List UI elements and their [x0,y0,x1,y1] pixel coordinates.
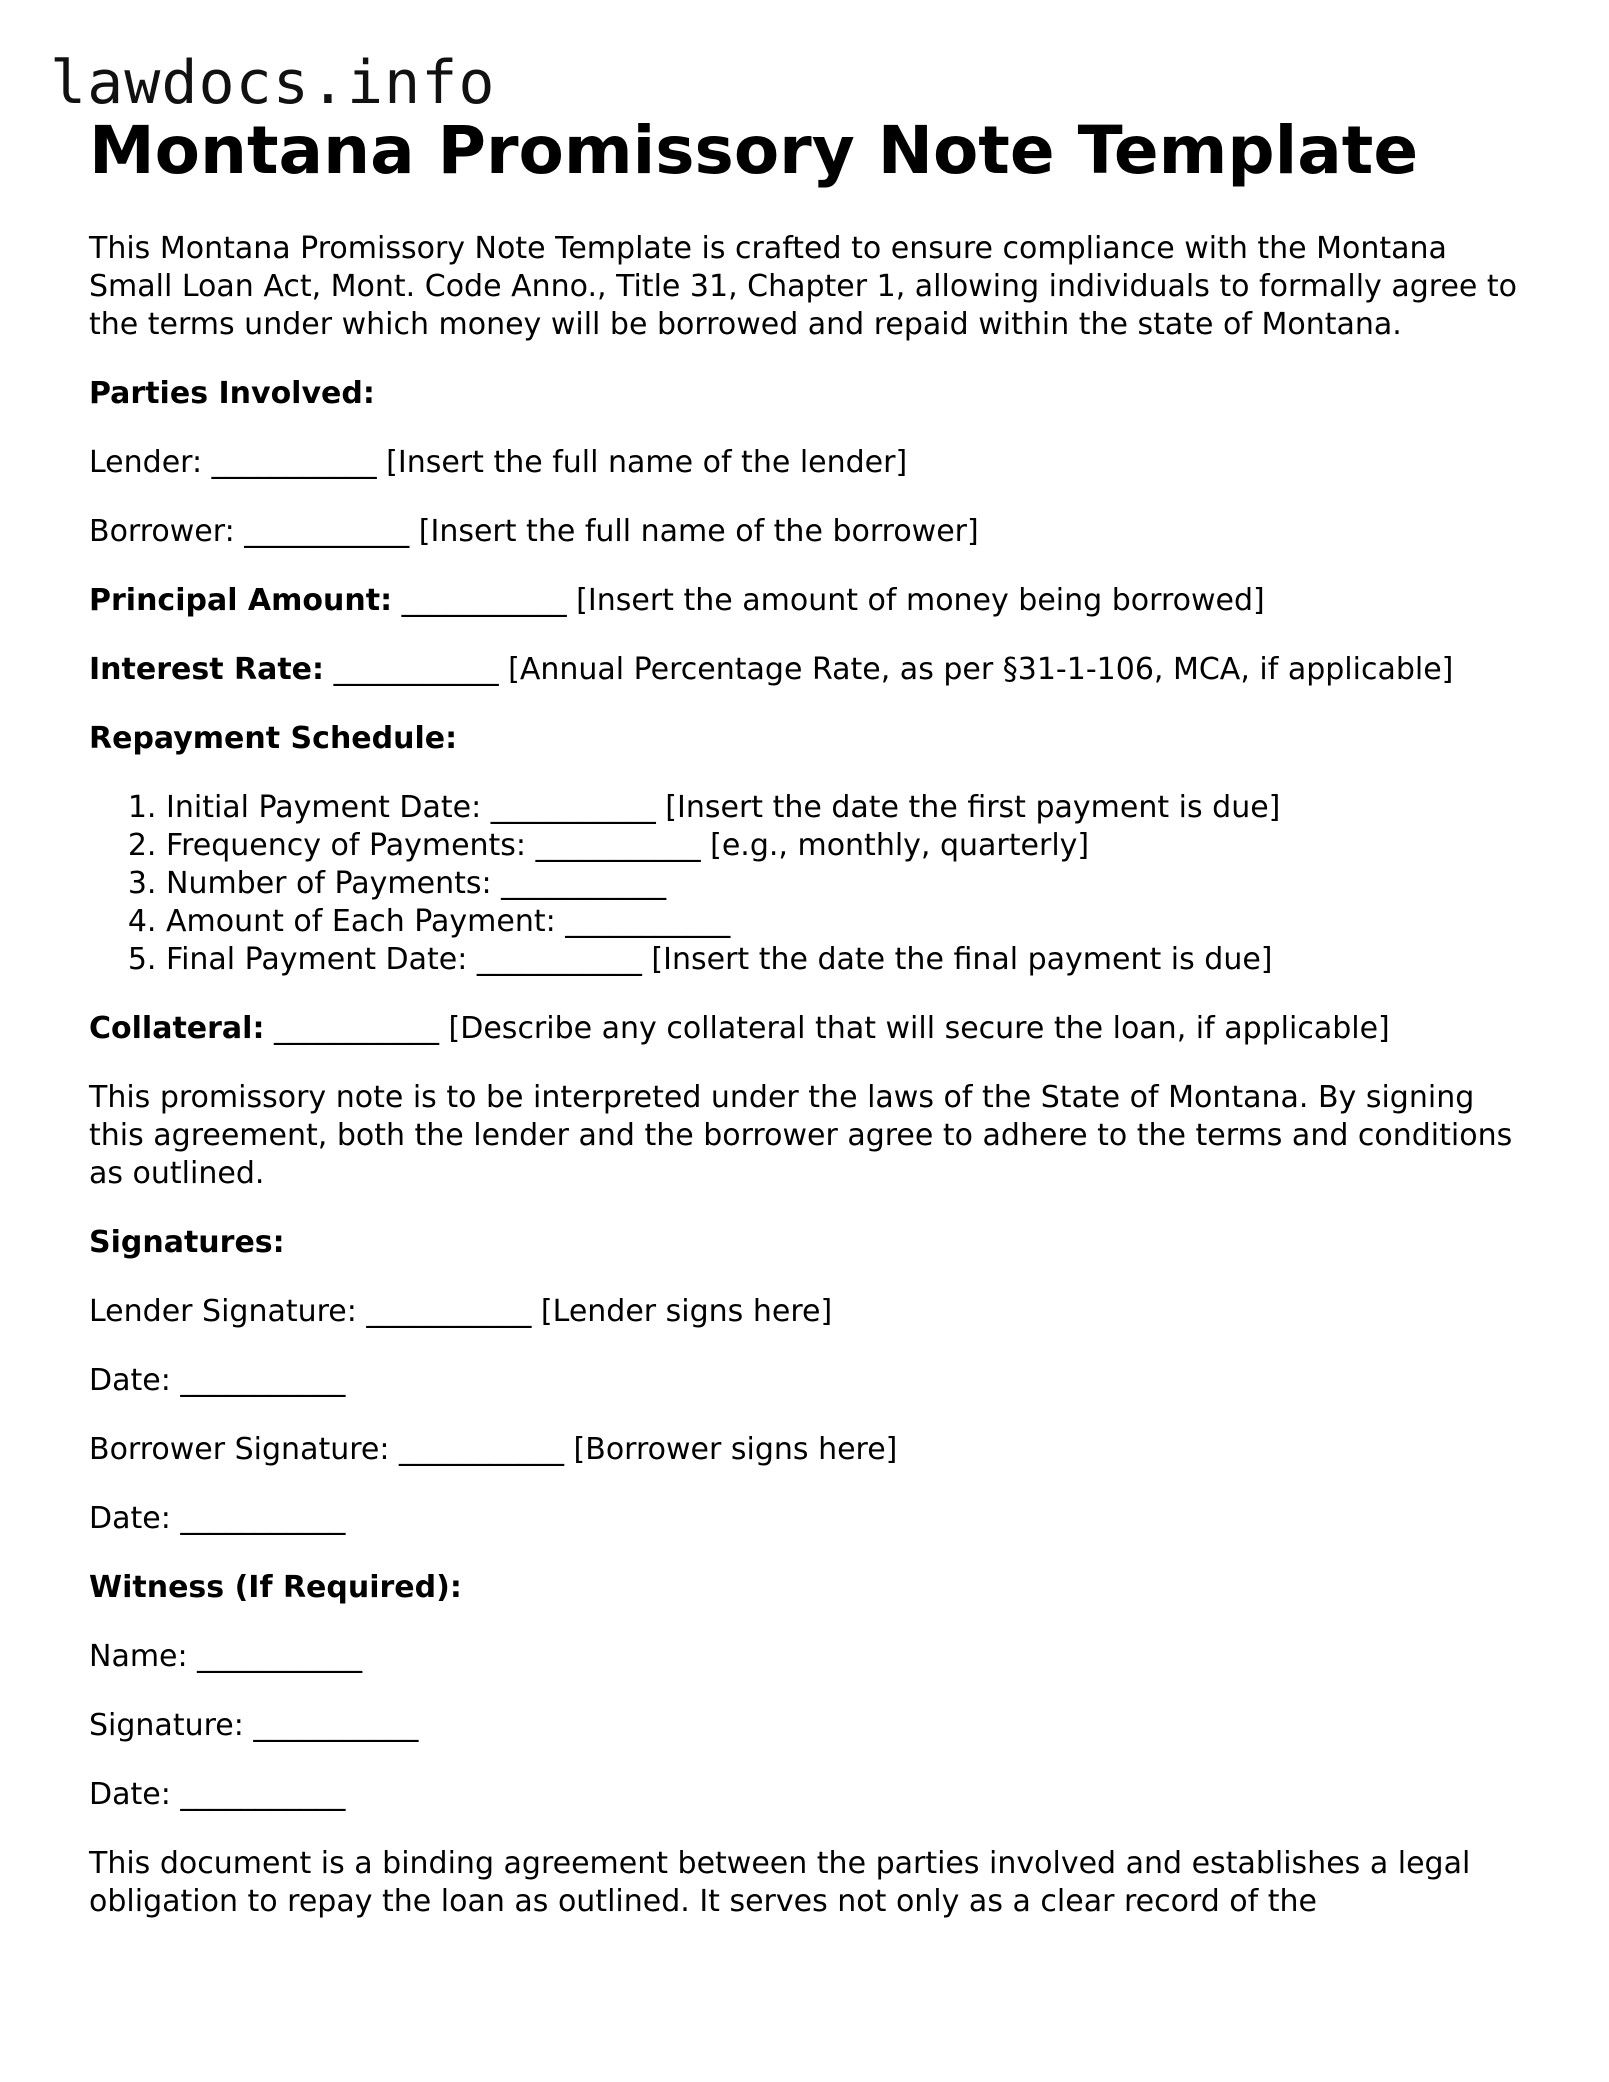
witness-name-line: Name: ___________ [89,1639,363,1674]
collateral-blank: ___________ [274,1011,439,1046]
principal-blank: ___________ [401,583,567,618]
repayment-item-frequency: 2. Frequency of Payments: ___________ [e.g., monthly, quarterly] [166,827,1529,865]
lender-signature-line: Lender Signature: ___________ [Lender signs here] [89,1294,833,1329]
principal-line [89,582,1529,620]
document-page [89,112,1529,1921]
repayment-heading: Repayment Schedule: [89,721,458,756]
borrower-line [89,513,1529,551]
closing-paragraph: This document is a binding agreement between the parties involved and establishes a legal obligation to repay the loan as outlined. It serves not only as a clear record of the [89,1846,1471,1919]
collateral-line [89,1010,1529,1048]
interest-line [89,651,1529,689]
borrower-signature-line: Borrower Signature: ___________ [Borrower signs here] [89,1432,898,1467]
repayment-item-amount: 4. Amount of Each Payment: ___________ [166,903,1529,941]
collateral-label: Collateral: [89,1011,265,1046]
lender-field-label: Lender: ___________ [89,445,377,480]
parties-heading: Parties Involved: [89,376,375,411]
witness-date-line: Date: ___________ [89,1777,346,1812]
repayment-item-initial-date: 1. Initial Payment Date: ___________ [Insert the date the first payment is due] [166,789,1529,827]
repayment-list [89,789,1529,979]
borrower-field-label: Borrower: ___________ [89,514,410,549]
lender-field-hint: [Insert the full name of the lender] [386,445,908,480]
repayment-item-final-date: 5. Final Payment Date: ___________ [Insert the date the final payment is due] [166,941,1529,979]
interest-blank: ___________ [333,652,499,687]
intro-paragraph: This Montana Promissory Note Template is crafted to ensure compliance with the Montana Small Loan Act, Mont. Code Anno., Title 31, Chapter 1, allowing individuals to formally agree to the terms under which money will be borrowed and repaid within the state of Montana. [89,231,1518,342]
borrower-field-hint: [Insert the full name of the borrower] [418,514,979,549]
principal-hint: [Insert the amount of money being borrowed] [576,583,1265,618]
principal-label: Principal Amount: [89,583,393,618]
site-watermark: lawdocs.info [50,48,496,118]
lender-date-line: Date: ___________ [89,1363,346,1398]
interest-label: Interest Rate: [89,652,325,687]
repayment-item-number: 3. Number of Payments: ___________ [166,865,1529,903]
witness-signature-line: Signature: ___________ [89,1708,419,1743]
interest-hint: [Annual Percentage Rate, as per §31-1-106, MCA, if applicable] [508,652,1454,687]
borrower-date-line: Date: ___________ [89,1501,346,1536]
signatures-heading: Signatures: [89,1225,285,1260]
document-title: Montana Promissory Note Template [89,112,1419,189]
governing-law-paragraph: This promissory note is to be interpreted under the laws of the State of Montana. By signing this agreement, both the lender and the borrower agree to adhere to the terms and conditions as outlined. [89,1080,1513,1191]
lender-line [89,444,1529,482]
witness-heading: Witness (If Required): [89,1570,462,1605]
collateral-hint: [Describe any collateral that will secure the loan, if applicable] [448,1011,1390,1046]
